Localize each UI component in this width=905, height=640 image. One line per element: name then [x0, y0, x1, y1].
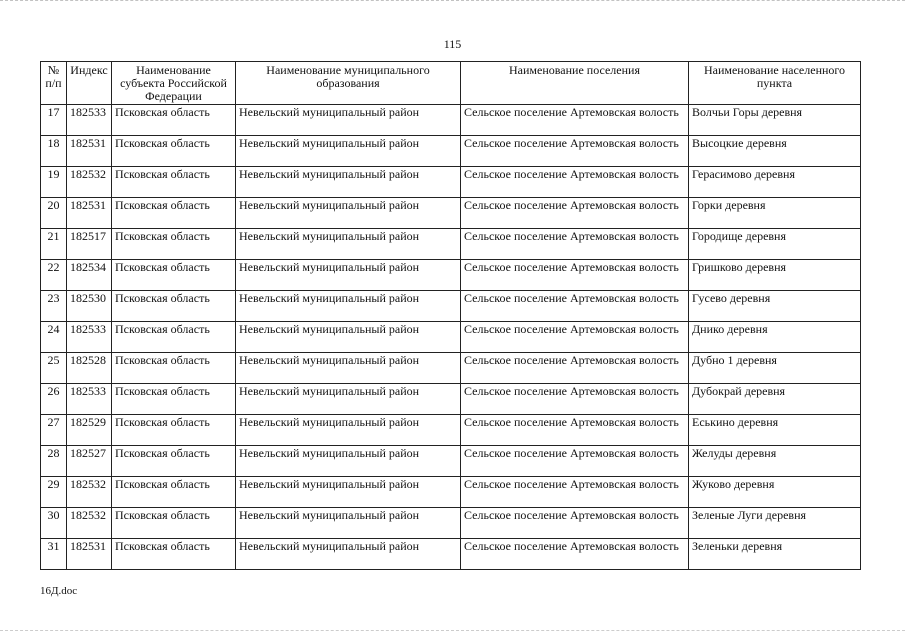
cell-municipality: Невельский муниципальный район [236, 477, 461, 508]
table-row [41, 477, 861, 508]
cell-settlement: Сельское поселение Артемовская волость [461, 353, 689, 384]
cell-locality: Дубокрай деревня [689, 384, 861, 415]
cell-index: 182529 [67, 415, 112, 446]
cell-number: 25 [41, 353, 67, 384]
cell-number: 28 [41, 446, 67, 477]
cell-settlement: Сельское поселение Артемовская волость [461, 508, 689, 539]
cell-settlement: Сельское поселение Артемовская волость [461, 415, 689, 446]
cell-subject: Псковская область [112, 136, 236, 167]
table-row [41, 167, 861, 198]
header-subject: Наименование субъекта Российской Федерации [112, 62, 236, 105]
table-row [41, 353, 861, 384]
cell-settlement: Сельское поселение Артемовская волость [461, 384, 689, 415]
cell-index: 182531 [67, 539, 112, 570]
cell-subject: Псковская область [112, 198, 236, 229]
cell-subject: Псковская область [112, 446, 236, 477]
header-municipality: Наименование муниципального образования [236, 62, 461, 105]
cell-index: 182534 [67, 260, 112, 291]
table-row [41, 105, 861, 136]
cell-number: 27 [41, 415, 67, 446]
cell-municipality: Невельский муниципальный район [236, 229, 461, 260]
table-row [41, 322, 861, 353]
cell-settlement: Сельское поселение Артемовская волость [461, 477, 689, 508]
cell-index: 182532 [67, 477, 112, 508]
scan-edge-top [0, 0, 905, 7]
cell-municipality: Невельский муниципальный район [236, 446, 461, 477]
cell-index: 182517 [67, 229, 112, 260]
cell-index: 182527 [67, 446, 112, 477]
cell-municipality: Невельский муниципальный район [236, 322, 461, 353]
cell-locality: Городище деревня [689, 229, 861, 260]
table-row [41, 229, 861, 260]
cell-locality: Зеленые Луги деревня [689, 508, 861, 539]
cell-municipality: Невельский муниципальный район [236, 167, 461, 198]
cell-locality: Еськино деревня [689, 415, 861, 446]
cell-municipality: Невельский муниципальный район [236, 136, 461, 167]
cell-municipality: Невельский муниципальный район [236, 539, 461, 570]
header-index: Индекс [67, 62, 112, 105]
cell-subject: Псковская область [112, 229, 236, 260]
cell-municipality: Невельский муниципальный район [236, 415, 461, 446]
cell-locality: Днико деревня [689, 322, 861, 353]
cell-locality: Герасимово деревня [689, 167, 861, 198]
settlements-table [40, 61, 861, 570]
cell-settlement: Сельское поселение Артемовская волость [461, 291, 689, 322]
cell-settlement: Сельское поселение Артемовская волость [461, 446, 689, 477]
cell-locality: Желуды деревня [689, 446, 861, 477]
cell-municipality: Невельский муниципальный район [236, 353, 461, 384]
cell-number: 23 [41, 291, 67, 322]
header-settlement: Наименование поселения [461, 62, 689, 105]
table-row [41, 415, 861, 446]
footer-filename: 16Д.doc [40, 585, 78, 597]
cell-number: 22 [41, 260, 67, 291]
cell-subject: Псковская область [112, 167, 236, 198]
cell-number: 21 [41, 229, 67, 260]
cell-locality: Гусево деревня [689, 291, 861, 322]
table-row [41, 539, 861, 570]
cell-index: 182533 [67, 384, 112, 415]
cell-settlement: Сельское поселение Артемовская волость [461, 260, 689, 291]
cell-locality: Жуково деревня [689, 477, 861, 508]
table-row [41, 508, 861, 539]
table-row [41, 384, 861, 415]
cell-number: 26 [41, 384, 67, 415]
scan-edge-bottom [0, 630, 905, 637]
cell-subject: Псковская область [112, 508, 236, 539]
cell-locality: Горки деревня [689, 198, 861, 229]
cell-number: 24 [41, 322, 67, 353]
cell-settlement: Сельское поселение Артемовская волость [461, 322, 689, 353]
table-row [41, 136, 861, 167]
cell-index: 182528 [67, 353, 112, 384]
cell-municipality: Невельский муниципальный район [236, 384, 461, 415]
cell-locality: Гришково деревня [689, 260, 861, 291]
cell-settlement: Сельское поселение Артемовская волость [461, 198, 689, 229]
table-row [41, 260, 861, 291]
cell-index: 182533 [67, 105, 112, 136]
cell-locality: Высоцкие деревня [689, 136, 861, 167]
cell-municipality: Невельский муниципальный район [236, 105, 461, 136]
cell-subject: Псковская область [112, 105, 236, 136]
cell-settlement: Сельское поселение Артемовская волость [461, 539, 689, 570]
cell-municipality: Невельский муниципальный район [236, 260, 461, 291]
cell-subject: Псковская область [112, 477, 236, 508]
cell-settlement: Сельское поселение Артемовская волость [461, 105, 689, 136]
cell-number: 20 [41, 198, 67, 229]
cell-settlement: Сельское поселение Артемовская волость [461, 229, 689, 260]
table-row [41, 291, 861, 322]
cell-municipality: Невельский муниципальный район [236, 198, 461, 229]
cell-number: 30 [41, 508, 67, 539]
cell-index: 182533 [67, 322, 112, 353]
table-body [41, 105, 861, 570]
cell-locality: Зеленьки деревня [689, 539, 861, 570]
header-number: № п/п [41, 62, 67, 105]
cell-settlement: Сельское поселение Артемовская волость [461, 167, 689, 198]
cell-subject: Псковская область [112, 384, 236, 415]
header-locality: Наименование населенного пункта [689, 62, 861, 105]
cell-municipality: Невельский муниципальный район [236, 508, 461, 539]
cell-municipality: Невельский муниципальный район [236, 291, 461, 322]
cell-subject: Псковская область [112, 260, 236, 291]
cell-subject: Псковская область [112, 539, 236, 570]
cell-index: 182532 [67, 508, 112, 539]
cell-index: 182531 [67, 136, 112, 167]
cell-number: 19 [41, 167, 67, 198]
table-row [41, 198, 861, 229]
cell-subject: Псковская область [112, 322, 236, 353]
page-number: 115 [443, 37, 462, 51]
cell-number: 18 [41, 136, 67, 167]
cell-locality: Дубно 1 деревня [689, 353, 861, 384]
cell-index: 182531 [67, 198, 112, 229]
cell-index: 182532 [67, 167, 112, 198]
cell-number: 29 [41, 477, 67, 508]
cell-subject: Псковская область [112, 291, 236, 322]
table-header-row [41, 62, 861, 105]
cell-settlement: Сельское поселение Артемовская волость [461, 136, 689, 167]
cell-number: 31 [41, 539, 67, 570]
cell-subject: Псковская область [112, 353, 236, 384]
cell-index: 182530 [67, 291, 112, 322]
cell-number: 17 [41, 105, 67, 136]
table-row [41, 446, 861, 477]
cell-subject: Псковская область [112, 415, 236, 446]
cell-locality: Волчьи Горы деревня [689, 105, 861, 136]
